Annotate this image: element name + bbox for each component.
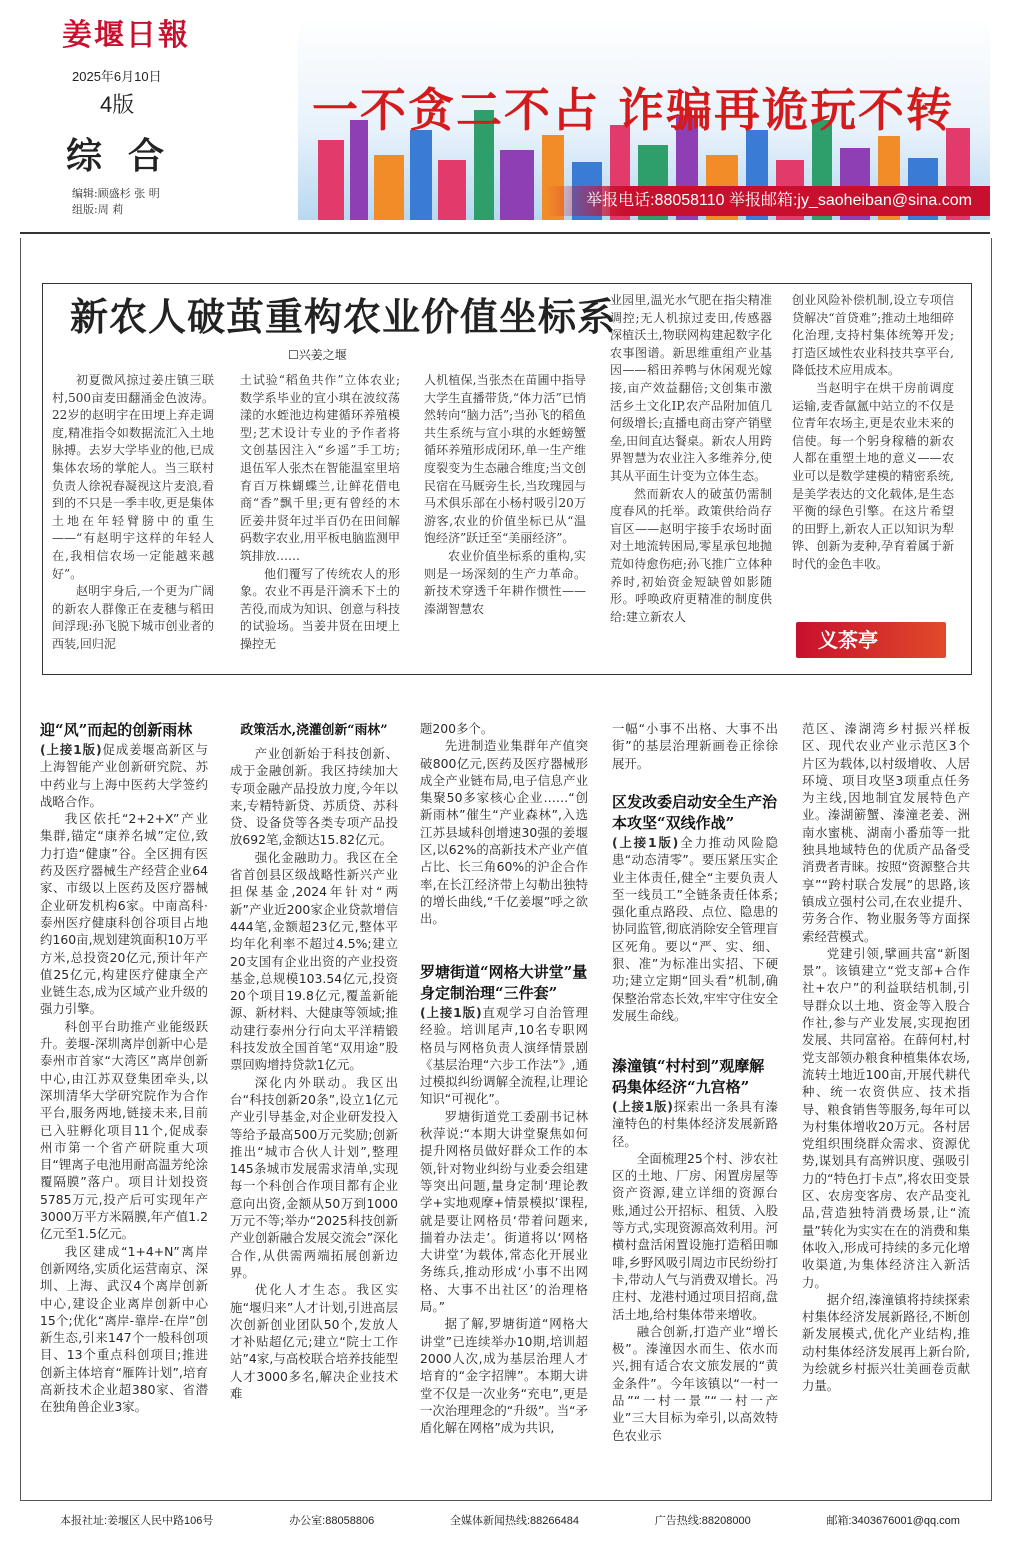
footer-address: 本报社址:姜堰区人民中路106号 bbox=[60, 1515, 214, 1527]
continuation-tag: (上接1版) bbox=[612, 1099, 673, 1114]
issue-date: 2025年6月10日 bbox=[72, 69, 162, 84]
page-number: 4版 bbox=[100, 92, 135, 117]
article-policy-section bbox=[230, 720, 398, 1490]
article-paragraph: 促成姜堰高新区与上海智能产业创新研究院、苏中药业与上海中医药大学签约战略合作。 bbox=[40, 742, 208, 809]
article-paragraph: 探索出一条具有溱潼特色的村集体经济发展新路径。 bbox=[612, 1099, 778, 1149]
article-paragraph: 强化金融助力。我区在全省首创县区级战略性新兴产业担保基金,2024年针对“两新”产业近200家企业贷款增信444笔,金额超23亿元,整体平均年化利率不超过4.5%;建立20支国有企业出资的产业投资基金,总规模103.54亿元,投资20个项目19.8亿元,覆盖新能源、新材料、大健康等领域;推动建行泰州分行向太平洋精锻科技发放全国首笔“双用途”股票回购增持贷款1亿元。 bbox=[230, 849, 398, 1073]
footer-email: 邮箱:3403676001@qq.com bbox=[826, 1515, 960, 1527]
article-paragraph: 党建引领,擘画共富“新图景”。该镇建立“党支部+合作社+农户”的利益联结机制,引导群众以土地、资金等入股合作社,参与产业发展,实现抱团发展、共同富裕。在薛何村,村党支部领办粮食种植集体农场,流转土地近100亩,开展代耕代种、统一农资供应、技术指导、粮食销售等服务,每年可以为村集体增收20万元。各村居党组织围绕群众需求、资源优势,谋划具有高辨识度、强吸引力的“特色打卡点”,将农田变景区、农房变客房、农产品变礼品,营造独特消费场景,让“流量”转化为实实在在的消费和集体收入,形成可持续的多元化增收渠道,为集体经济注入新活力。 bbox=[802, 945, 970, 1290]
anti-fraud-banner bbox=[298, 18, 990, 220]
feature-title: 新农人破茧重构农业价值坐标系 bbox=[70, 294, 617, 339]
article-paragraph: 科创平台助推产业能级跃升。姜堰-深圳离岸创新中心是泰州市首家“大湾区”离岸创新中心,由江苏双登集团牵头,以深圳清华大学研究院作为合作平台,服务两地,链接未来,目前已入驻孵化项目11个,促成泰州市第一个省产研院重大项目“锂离子电池用耐高温芳纶涂覆隔膜”落户。项目计划投资5785万元,投产后可实现年产3000万平方米隔膜,年产值1.2亿元至1.5亿元。 bbox=[40, 1018, 208, 1242]
footer-office: 办公室:88058806 bbox=[289, 1515, 375, 1527]
continuation-tag: (上接1版) bbox=[40, 742, 102, 757]
article-paragraph: 融合创新,打造产业“增长极”。溱潼因水而生、依水而兴,拥有适合农文旅发展的“黄金条件”。今年该镇以“一村一品”“一村一景”“一村一产业”三大目标为牵引,以高效特色农业示 bbox=[612, 1323, 778, 1443]
section-title: 综合 bbox=[66, 135, 191, 177]
article-safety-production bbox=[612, 792, 778, 1032]
feature-paragraph: 赵明宇身后,一个更为广阔的新农人群像正在麦穗与稻田间浮现:孙飞脱下城市创业者的西装,回归泥 bbox=[52, 584, 214, 651]
feature-paragraph: 然而新农人的破茧仍需制度春风的托举。政策供给尚存盲区——赵明宇接手农场时面对土地流转困局,零星承包地抛荒如待愈伤疤;孙飞推广立体种养时,初始资金短缺曾如影随形。呼唤政府更精准的制度供给:建立新农人 bbox=[610, 486, 772, 624]
article-headline: 溱潼镇“村村到”观摩解码集体经济“九宫格” bbox=[612, 1057, 765, 1096]
feature-paragraph: 业园里,温光水气肥在指尖精准调控;无人机掠过麦田,传感器深植沃土,物联网构建起数字化农事图谱。新思维重组产业基因——稻田养鸭与休闲观光嫁接,亩产效益翻倍;文创集市激活乡土文化IP,农产品附加值几何级增长;直播电商击穿产销壁垒,田间直达餐桌。新农人用跨界智慧为农业注入多维养分,使其从平面生计变为立体生态。 bbox=[610, 293, 772, 483]
newspaper-logo: 姜堰日報 bbox=[62, 18, 190, 53]
article-headline: 区发改委启动安全生产治本攻坚“双线作战” bbox=[612, 793, 778, 832]
feature-paragraph: 农业价值坐标系的重构,实则是一场深刻的生产力革命。新技术穿透千年耕作惯性——溱湖智慧农 bbox=[424, 548, 586, 616]
article-paragraph: 先进制造业集群年产值突破800亿元,医药及医疗器械形成全产业链布局,电子信息产业集聚50多家核心企业……“创新雨林”催生“产业森林”,入选江苏县域科创增速30强的姜堰区,以62%的高新技术产业产值占比、长三角60%的沪企合作率,在长江经济带上勾勒出独特的增长曲线,“千亿姜堰”呼之欲出。 bbox=[420, 738, 588, 927]
feature-paragraph: 他们覆写了传统农人的形象。农业不再是汗滴禾下土的苦役,而成为知识、创意与科技的试验场。当姜井贤在田埂上操控无 bbox=[240, 566, 400, 651]
article-paragraph: 题200多个。 bbox=[420, 721, 494, 736]
feature-paragraph: 人机植保,当张杰在苗圃中指导大学生直播带货,“体力活”已悄然转向“脑力活”;当孙飞的稻鱼共生系统与宣小琪的水蛭螃蟹循环养殖形成闭环,单一生产维度裂变为生态融合维度;当文创民宿在马厩旁生长,当玫瑰园与马术俱乐部在小杨村吸引20万游客,农业的价值坐标已从“温饱经济”跃迁至“美丽经济”。 bbox=[424, 373, 586, 546]
article-paragraph: 范区、溱湖湾乡村振兴样板区、现代农业产业示范区3个片区为载体,以村级增收、人居环境、项目攻坚3项重点任务为主线,因地制宜发展特色产业。溱湖簖蟹、溱潼老姜、洲南水蜜桃、湖南小番茄等一批独具地域特色的优质产品备受消费者青睐。按照“资源整合共享”“跨村联合发展”的思路,该镇成立强村公司,在农业提升、劳务合作、物业服务等方面探索经营模式。 bbox=[802, 721, 970, 944]
column-stamp: 义茶亭 bbox=[796, 622, 946, 658]
continuation-tag: (上接1版) bbox=[612, 835, 679, 850]
footer bbox=[60, 1512, 960, 1528]
footer-hotline: 全媒体新闻热线:88266484 bbox=[449, 1515, 579, 1527]
article-continuation bbox=[802, 720, 970, 1490]
article-headline: 迎“风”而起的创新雨林 bbox=[40, 721, 193, 739]
article-paragraph: 全面梳理25个村、涉农社区的土地、厂房、闲置房屋等资产资源,建立详细的资源台账,通过公开招标、租赁、入股等方式,实现资源高效利用。河横村盘活闲置设施打造稻田咖啡,乡野风吸引周边市民纷纷打卡,带动人气与消费双增长。冯庄村、龙港村通过项目招商,盘活土地,给村集体带来增收。 bbox=[612, 1150, 778, 1322]
feature-column-3 bbox=[424, 372, 586, 668]
article-paragraph: 深化内外联动。我区出台“科技创新20条”,设立1亿元产业引导基金,对企业研发投入等给予最高500万元奖励;创新推出“城市合伙人计划”,整理145条城市发展需求清单,实现每一个科创合作项目都有企业意向出资,金额从50万到1000万元不等;举办“2025科技创新产业创新融合发展交流会”深化合作,从供需两端拓展创新边界。 bbox=[230, 1074, 398, 1280]
feature-paragraph: 土试验“稻鱼共作”立体农业;数学系毕业的宣小琪在波纹荡漾的水蛭池边构建循环养殖模型;艺术设计专业的予作者将文创基因注入“乡遥”手工坊;退伍军人张杰在智能温室里培育百万株蝴蝶兰,让鲜花借电商“香”飘千里;更有曾经的木匠姜井贤年过半百仍在田间解码数字农业,用平板电脑监测甲筑排放…… bbox=[240, 373, 400, 563]
article-paragraph: 一幅“小事不出格、大事不出街”的基层治理新画卷正徐徐展开。 bbox=[612, 721, 778, 771]
editors-credit bbox=[72, 186, 160, 218]
article-continuation bbox=[612, 720, 778, 776]
banner-contact: 举报电话:88058110 举报邮箱:jy_saoheiban@sina.com bbox=[546, 186, 990, 216]
banner-slogan: 一不贪二不占 诈骗再诡玩不转 bbox=[312, 83, 955, 137]
feature-column-4 bbox=[610, 292, 772, 668]
editors-line: 编辑:顾盛杉 张 明 bbox=[72, 187, 160, 200]
article-headline: 罗塘街道“网格大讲堂”量身定制治理“三件套” bbox=[420, 963, 588, 1002]
feature-column-2 bbox=[240, 372, 400, 668]
feature-paragraph: 初夏微风掠过姜庄镇三联村,500亩麦田翻涌金色波涛。22岁的赵明宇在田埂上弃走调度,精准指令如数据流汇入土地脉搏。去岁大学毕业的他,已成集体农场的掌舵人。当三联村负责人徐祝春凝视这片麦浪,看到的不只是一季丰收,更是集体土地在年轻臂膀中的重生——“有赵明宇这样的年轻人在,我相信农场一定能越来越好”。 bbox=[52, 373, 214, 581]
article-grid-lecture bbox=[420, 962, 588, 1490]
section-subhead: 政策活水,浇灌创新“雨林” bbox=[240, 723, 388, 738]
feature-byline: ☐兴姜之堰 bbox=[288, 348, 347, 362]
continuation-tag: (上接1版) bbox=[420, 1005, 482, 1020]
feature-paragraph: 创业风险补偿机制,设立专项信贷解决“首贷难”;推动土地细碎化治理,支持村集体统筹开发;打造区域性农业科技共享平台,降低技术应用成本。 bbox=[792, 293, 954, 378]
article-paragraph: 我区建成“1+4+N”离岸创新网络,实质化运营南京、深圳、上海、武汉4个离岸创新中心,建设企业离岸创新中心15个;优化“离岸-靠岸-在岸”创新生态,引来147个一般科创项目、13个重点科创项目;推进创新主体培育“雁阵计划”,培育高新技术企业超380家、省潜在独角兽企业3家。 bbox=[40, 1243, 208, 1415]
article-paragraph: 据了解,罗塘街道“网格大讲堂”已连续举办10期,培训超2000人次,成为基层治理人才培育的“金字招牌”。本期大讲堂不仅是一次业务“充电”,更是一次治理理念的“升级”。当“矛盾化解在网格”成为共识, bbox=[420, 1316, 588, 1436]
article-continuation bbox=[420, 720, 588, 950]
article-paragraph: 优化人才生态。我区实施“堰归来”人才计划,引进高层次创新创业团队50个,发放人才补贴超亿元;建立“院士工作站”4家,与高校联合培养技能型人才3000多名,解决企业技术难 bbox=[230, 1282, 398, 1401]
footer-ads: 广告热线:88208000 bbox=[654, 1515, 751, 1527]
layout-editor-line: 组版:周 莉 bbox=[72, 203, 124, 216]
article-paragraph: 全力推动风险隐患“动态清零”。要压紧压实企业主体责任,健全“主要负责人至一线员工”全链条责任体系;强化重点路段、点位、隐患的协同监管,彻底消除安全管理盲区死角。要以“严、实、细、狠、准”为标准出实招、下硬功;建立定期“回头看”机制,确保整治常态长效,牢牢守住安全发展生命线。 bbox=[612, 835, 778, 1023]
feature-column-5 bbox=[792, 292, 954, 614]
feature-paragraph: 当赵明宇在烘干房前调度运输,麦香氤氲中站立的不仅是位青年农场主,更是农业未来的信使。每一个躬身稼穑的新农人都在重塑土地的意义——农业可以是数学建模的精密系统,是美学表达的文化载体,是生态平衡的绿色引擎。在这片希望的田野上,新农人正以知识为犁铧、创新为麦种,孕育着属于新时代的金色丰收。 bbox=[792, 380, 954, 571]
feature-column-1 bbox=[52, 372, 214, 668]
article-paragraph: 产业创新始于科技创新、成于金融创新。我区持续加大专项金融产品投放力度,今年以来,专精特新贷、苏质贷、苏科贷、设备贷等各类专项产品投放692笔,金额达15.82亿元。 bbox=[230, 746, 398, 848]
header-divider bbox=[20, 232, 990, 234]
article-paragraph: 直观学习自治管理经验。培训尾声,10名专职网格员与网格负责人演绎情景剧《基层治理“六步工作法”》,通过模拟纠纷调解全流程,让理论知识“可视化”。 bbox=[420, 1005, 588, 1107]
article-paragraph: 罗塘街道党工委副书记林秋萍说:“本期大讲堂聚焦如何提升网格员做好群众工作的本领,针对物业纠纷与业委会组建等突出问题,量身定制‘理论教学+实地观摩+情景模拟’课程,就是要让网格员‘带着问题来,揣着办法走’。街道将以‘网格大讲堂’为载体,常态化开展业务练兵,推动形成‘小事不出网格、大事不出社区’的治理格局。” bbox=[420, 1108, 588, 1315]
article-village-economy bbox=[612, 1056, 778, 1490]
article-paragraph: 据介绍,溱潼镇将持续探索村集体经济发展新路径,不断创新发展模式,优化产业结构,推动村集体经济发展再上新台阶,为绘就乡村振兴壮美画卷贡献力量。 bbox=[802, 1291, 970, 1394]
article-innovation-rainforest bbox=[40, 720, 208, 1490]
article-paragraph: 我区依托“2+2+X”产业集群,锚定“康养名城”定位,致力打造“健康”谷。全区拥有医药及医疗器械生产经营企业64家、市级以上医药及医疗器械企业研发机构6家。中南高科·泰州医疗健康科创谷项目占地约160亩,规划建筑面积10万平方米,总投资20亿元,预计年产值25亿元,构建医疗健康全产业链生态,成为区域产业升级的强力引擎。 bbox=[40, 811, 208, 1017]
